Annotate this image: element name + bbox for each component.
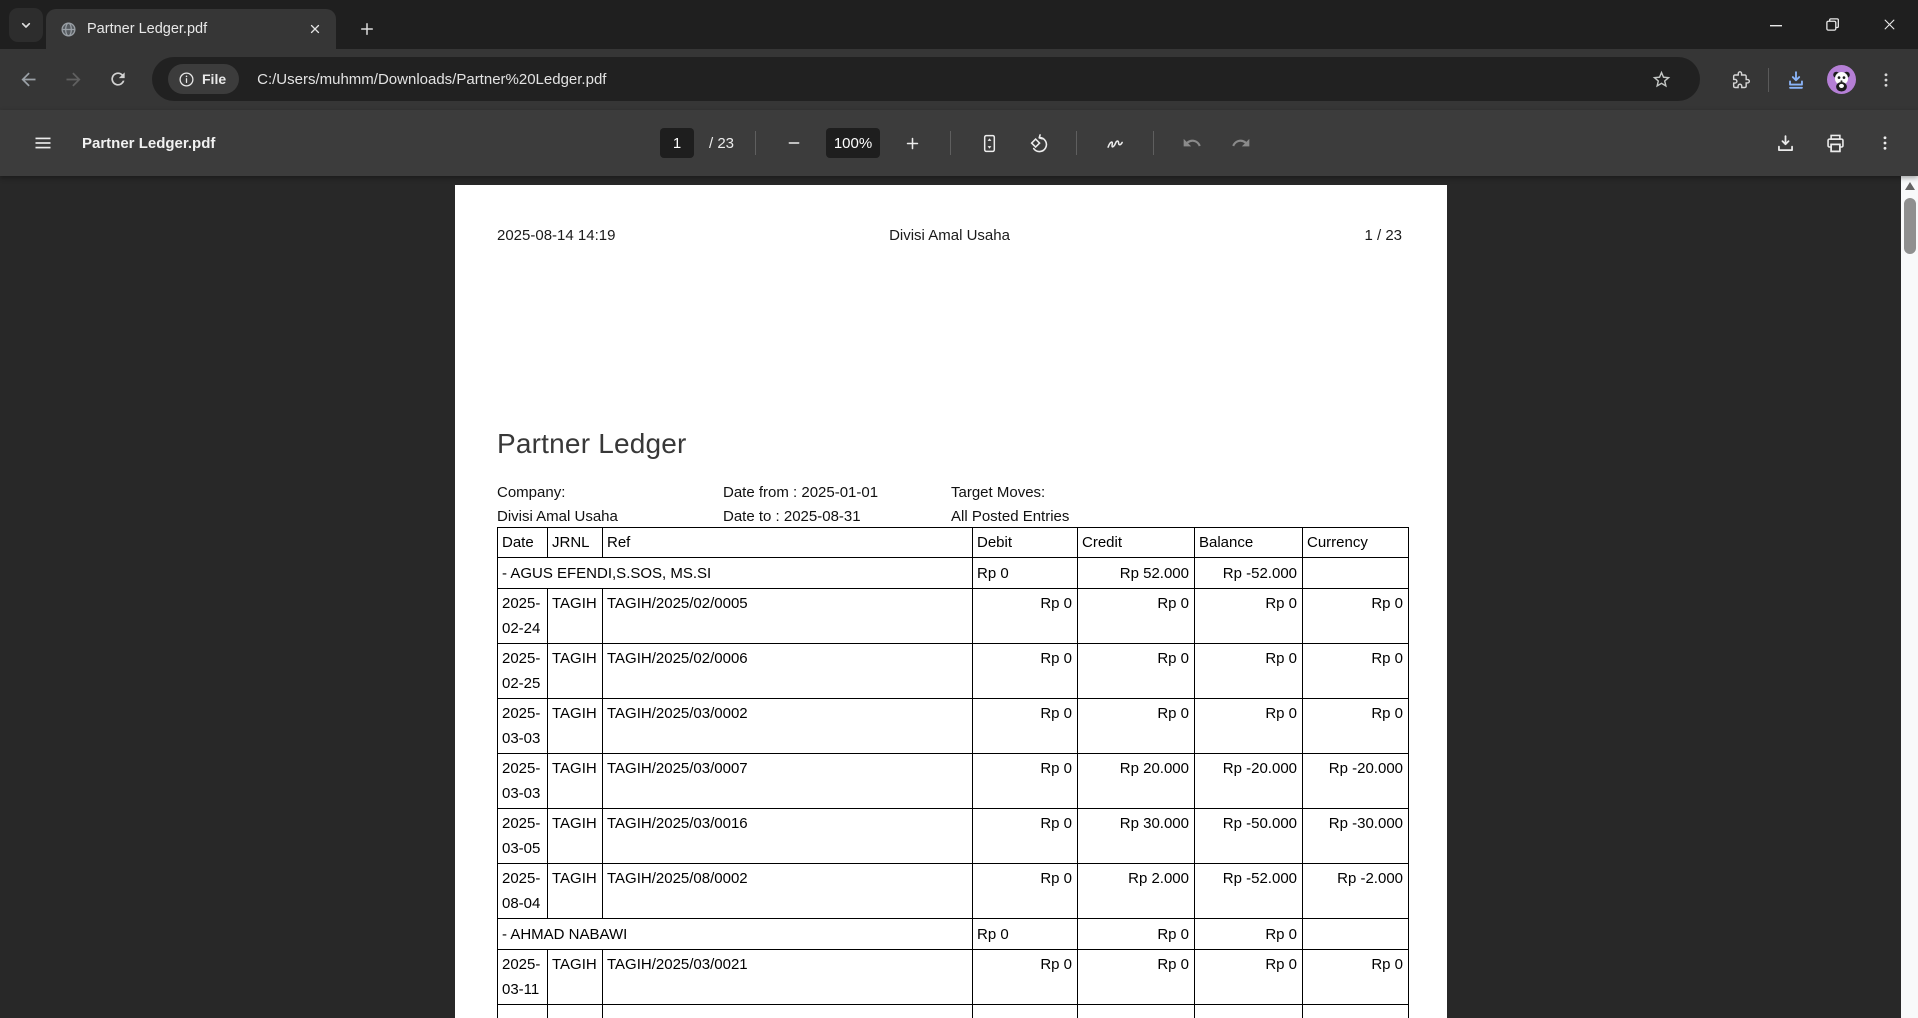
toolbar-right-cluster	[1723, 49, 1918, 110]
vertical-scrollbar[interactable]	[1901, 176, 1918, 1018]
rotate-button[interactable]	[1021, 126, 1055, 160]
col-header-date: Date	[498, 528, 548, 558]
bookmark-button[interactable]	[1651, 69, 1672, 90]
pdf-filename: Partner Ledger.pdf	[82, 134, 216, 152]
balance-cell	[1195, 1005, 1303, 1018]
ledger-entry-row	[498, 754, 1409, 809]
balance-cell: Rp -20.000	[1195, 754, 1303, 809]
col-header-currency: Currency	[1303, 528, 1409, 558]
printer-icon	[1825, 133, 1846, 154]
credit-cell	[1078, 1005, 1195, 1018]
active-tab[interactable]	[46, 9, 336, 49]
pdf-viewer-area	[0, 176, 1918, 1018]
pdf-toolbar-center	[0, 110, 1918, 176]
download-tray-icon	[1785, 69, 1807, 91]
header-page-indicator: 1 / 23	[1364, 227, 1403, 244]
currency-cell: Rp -20.000	[1303, 754, 1409, 809]
credit-cell: Rp 0	[1078, 950, 1195, 1005]
debit-cell: Rp 0	[973, 644, 1078, 699]
date-cell: 2025- 02-25	[498, 644, 548, 699]
ref-cell: TAGIH/2025/03/0007	[603, 754, 973, 809]
undo-button[interactable]	[1175, 126, 1209, 160]
date-cell	[498, 1005, 548, 1018]
globe-favicon-icon	[60, 21, 77, 38]
debit-cell: Rp 0	[973, 809, 1078, 864]
url-text[interactable]: C:/Users/muhmm/Downloads/Partner%20Ledger.pdf	[257, 70, 607, 88]
tab-title: Partner Ledger.pdf	[87, 21, 208, 37]
credit-cell: Rp 0	[1078, 919, 1195, 950]
plus-icon	[904, 135, 921, 152]
journal-cell: TAGIH	[548, 699, 603, 754]
kebab-menu-icon	[1877, 71, 1895, 89]
undo-icon	[1182, 133, 1202, 153]
kebab-menu-icon	[1876, 134, 1894, 152]
pdf-toolbar	[0, 110, 1918, 176]
journal-cell: TAGIH	[548, 809, 603, 864]
currency-cell: Rp -30.000	[1303, 809, 1409, 864]
browser-toolbar	[0, 49, 1918, 110]
zoom-level-input[interactable]: 100%	[826, 128, 880, 158]
profile-avatar[interactable]	[1823, 62, 1859, 98]
debit-cell: Rp 0	[973, 589, 1078, 644]
pdf-separator	[1076, 131, 1077, 155]
downloads-button[interactable]	[1778, 62, 1814, 98]
restore-button[interactable]	[1804, 0, 1861, 49]
company-label: Company:	[497, 484, 566, 501]
tab-strip	[0, 0, 1918, 49]
currency-cell: Rp -2.000	[1303, 864, 1409, 919]
currency-cell	[1303, 558, 1409, 589]
site-info-chip[interactable]	[168, 64, 239, 94]
col-header-balance: Balance	[1195, 528, 1303, 558]
reload-button[interactable]	[97, 58, 139, 100]
restore-icon	[1825, 17, 1840, 32]
page-count-label: / 23	[708, 134, 735, 152]
tab-close-icon[interactable]	[304, 18, 326, 40]
scrollbar-thumb[interactable]	[1904, 198, 1916, 254]
debit-cell: Rp 0	[973, 950, 1078, 1005]
currency-cell: Rp 0	[1303, 589, 1409, 644]
ledger-entry-row	[498, 1005, 1409, 1018]
forward-button[interactable]	[52, 58, 94, 100]
close-window-button[interactable]	[1861, 0, 1918, 49]
ref-cell: TAGIH/2025/03/0002	[603, 699, 973, 754]
date-cell: 2025- 03-03	[498, 754, 548, 809]
journal-cell: TAGIH	[548, 950, 603, 1005]
close-icon	[1882, 17, 1897, 32]
date-cell: 2025- 02-24	[498, 589, 548, 644]
currency-cell: Rp 0	[1303, 644, 1409, 699]
ref-cell: TAGIH/2025/02/0005	[603, 589, 973, 644]
pdf-separator	[1153, 131, 1154, 155]
balance-cell: Rp 0	[1195, 699, 1303, 754]
print-button[interactable]	[1818, 126, 1852, 160]
currency-cell	[1303, 1005, 1409, 1018]
star-icon	[1651, 69, 1672, 90]
date-cell: 2025- 03-05	[498, 809, 548, 864]
redo-button[interactable]	[1224, 126, 1258, 160]
ledger-entry-row	[498, 644, 1409, 699]
balance-cell: Rp 0	[1195, 589, 1303, 644]
journal-cell	[548, 1005, 603, 1018]
company-value: Divisi Amal Usaha	[497, 508, 618, 525]
printed-datetime: 2025-08-14 14:19	[497, 227, 616, 244]
col-header-debit: Debit	[973, 528, 1078, 558]
report-title: Partner Ledger	[497, 428, 687, 459]
col-header-ref: Ref	[603, 528, 973, 558]
pen-squiggle-icon	[1104, 132, 1126, 154]
date-cell: 2025- 03-11	[498, 950, 548, 1005]
ledger-entry-row	[498, 864, 1409, 919]
zoom-in-button[interactable]	[895, 126, 929, 160]
currency-cell	[1303, 919, 1409, 950]
pdf-page	[455, 185, 1447, 1018]
ledger-entry-row	[498, 699, 1409, 754]
puzzle-icon	[1731, 70, 1751, 90]
scrollbar-up-icon[interactable]	[1905, 182, 1915, 190]
credit-cell: Rp 30.000	[1078, 809, 1195, 864]
rotate-ccw-icon	[1028, 133, 1049, 154]
minimize-icon	[1769, 18, 1783, 32]
back-arrow-icon	[18, 69, 39, 90]
pdf-separator	[950, 131, 951, 155]
journal-cell: TAGIH	[548, 864, 603, 919]
address-bar[interactable]	[152, 57, 1700, 101]
partner-group-row	[498, 919, 1409, 950]
panda-avatar-icon	[1827, 65, 1856, 94]
journal-cell: TAGIH	[548, 754, 603, 809]
window-controls	[1747, 0, 1918, 49]
download-icon	[1775, 133, 1796, 154]
header-company: Divisi Amal Usaha	[889, 227, 1010, 244]
debit-cell: Rp 0	[973, 558, 1078, 589]
balance-cell: Rp 0	[1195, 919, 1303, 950]
ref-cell: TAGIH/2025/03/0016	[603, 809, 973, 864]
balance-cell: Rp -50.000	[1195, 809, 1303, 864]
credit-cell: Rp 0	[1078, 699, 1195, 754]
document-header	[497, 227, 1402, 244]
target-moves-value: All Posted Entries	[951, 508, 1070, 525]
minimize-button[interactable]	[1747, 0, 1804, 49]
table-header-row	[498, 528, 1409, 558]
redo-icon	[1231, 133, 1251, 153]
file-chip-label: File	[202, 71, 227, 87]
fit-page-icon	[979, 133, 1000, 154]
journal-cell: TAGIH	[548, 644, 603, 699]
browser-menu-button[interactable]	[1868, 62, 1904, 98]
page-number-input[interactable]: 1	[660, 128, 694, 158]
date-cell: 2025- 08-04	[498, 864, 548, 919]
col-header-jrnl: JRNL	[548, 528, 603, 558]
credit-cell: Rp 0	[1078, 589, 1195, 644]
debit-cell	[973, 1005, 1078, 1018]
partner-name-cell: - AHMAD NABAWI	[498, 919, 973, 950]
journal-cell: TAGIH	[548, 589, 603, 644]
new-tab-button[interactable]	[352, 14, 382, 44]
zoom-out-button[interactable]	[777, 126, 811, 160]
date-to: Date to : 2025-08-31	[723, 508, 861, 525]
forward-arrow-icon	[63, 69, 84, 90]
toolbar-separator	[1768, 68, 1769, 92]
pdf-more-options-button[interactable]	[1868, 126, 1902, 160]
reload-icon	[108, 69, 128, 89]
ledger-table-body	[498, 558, 1409, 1018]
debit-cell: Rp 0	[973, 919, 1078, 950]
credit-cell: Rp 52.000	[1078, 558, 1195, 589]
debit-cell: Rp 0	[973, 864, 1078, 919]
minus-icon	[786, 135, 802, 151]
currency-cell: Rp 0	[1303, 950, 1409, 1005]
debit-cell: Rp 0	[973, 754, 1078, 809]
ledger-table	[497, 527, 1409, 1018]
chevron-down-icon	[18, 17, 34, 33]
credit-cell: Rp 2.000	[1078, 864, 1195, 919]
balance-cell: Rp 0	[1195, 644, 1303, 699]
partner-name-cell: - AGUS EFENDI,S.SOS, MS.SI	[498, 558, 973, 589]
info-icon	[178, 71, 195, 88]
ref-cell: TAGIH/2025/08/0002	[603, 864, 973, 919]
pdf-separator	[755, 131, 756, 155]
fit-page-button[interactable]	[972, 126, 1006, 160]
credit-cell: Rp 0	[1078, 644, 1195, 699]
annotate-button[interactable]	[1098, 126, 1132, 160]
back-button[interactable]	[7, 58, 49, 100]
ledger-entry-row	[498, 950, 1409, 1005]
date-cell: 2025- 03-03	[498, 699, 548, 754]
balance-cell: Rp 0	[1195, 950, 1303, 1005]
partner-group-row	[498, 558, 1409, 589]
date-from: Date from : 2025-01-01	[723, 484, 879, 501]
debit-cell: Rp 0	[973, 699, 1078, 754]
balance-cell: Rp -52.000	[1195, 864, 1303, 919]
pdf-toolbar-right	[1768, 110, 1918, 176]
col-header-credit: Credit	[1078, 528, 1195, 558]
ref-cell: TAGIH/2025/02/0006	[603, 644, 973, 699]
currency-cell: Rp 0	[1303, 699, 1409, 754]
target-moves-label: Target Moves:	[951, 484, 1046, 501]
plus-icon	[358, 20, 376, 38]
credit-cell: Rp 20.000	[1078, 754, 1195, 809]
ledger-entry-row	[498, 589, 1409, 644]
pdf-download-button[interactable]	[1768, 126, 1802, 160]
tab-search-button[interactable]	[9, 8, 43, 42]
ledger-entry-row	[498, 809, 1409, 864]
balance-cell: Rp -52.000	[1195, 558, 1303, 589]
extensions-button[interactable]	[1723, 62, 1759, 98]
ref-cell: TAGIH/2025/03/0021	[603, 950, 973, 1005]
ref-cell	[603, 1005, 973, 1018]
